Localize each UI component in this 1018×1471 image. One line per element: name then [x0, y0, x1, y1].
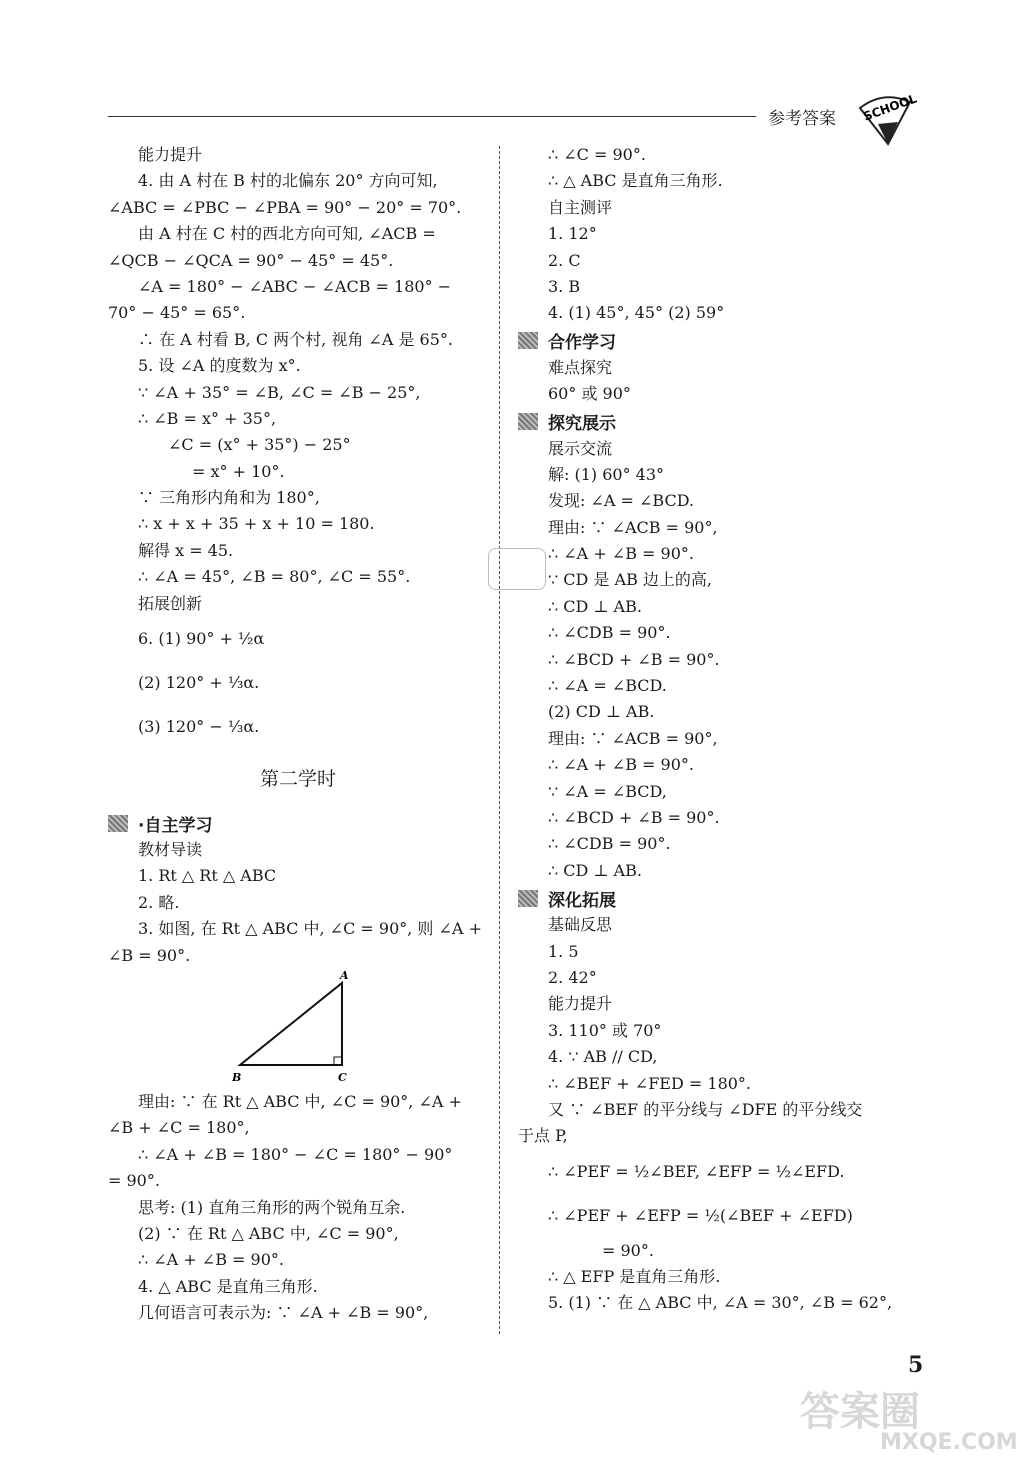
text-line: ∴ ∠PEF + ∠EFP = ½(∠BEF + ∠EFD): [548, 1205, 853, 1225]
text-line: = 90°.: [108, 1171, 160, 1191]
section-marker-icon: [518, 413, 538, 430]
text-line: ∴ ∠CDB = 90°.: [548, 623, 671, 643]
text-line: 2. 略.: [138, 892, 180, 912]
label-c: C: [338, 1070, 347, 1084]
text-line: 思考: (1) 直角三角形的两个锐角互余.: [138, 1197, 406, 1217]
text-line: 70° − 45° = 65°.: [108, 303, 246, 323]
text-line: 于点 P,: [518, 1126, 568, 1146]
header-rule: [108, 116, 756, 117]
text-line: ∠QCB − ∠QCA = 90° − 45° = 45°.: [108, 250, 394, 270]
text-line: 1. 12°: [548, 224, 597, 244]
text-line: = 90°.: [602, 1240, 654, 1260]
section-head-self-study: ·自主学习: [108, 809, 488, 837]
text-line: 2. C: [548, 250, 581, 270]
text-line: ∴ ∠CDB = 90°.: [548, 834, 671, 854]
text-line: 几何语言可表示为: ∵ ∠A + ∠B = 90°,: [138, 1303, 429, 1323]
right-triangle-figure: [108, 969, 488, 1089]
watermark-url: MXQE.COM: [880, 1430, 1018, 1455]
section-marker-icon: [108, 815, 128, 832]
text-line: 又 ∵ ∠BEF 的平分线与 ∠DFE 的平分线交: [548, 1099, 863, 1119]
text-line: 5. (1) ∵ 在 △ ABC 中, ∠A = 30°, ∠B = 62°,: [548, 1293, 893, 1313]
text-line: 2. 42°: [548, 967, 597, 987]
left-column: [108, 142, 488, 1327]
text-line: (2) ∵ 在 Rt △ ABC 中, ∠C = 90°,: [138, 1223, 399, 1243]
text-line: 基础反思: [548, 915, 613, 935]
text-line: 能力提升: [548, 994, 613, 1014]
text-line: 6. (1) 90° + ½α: [138, 629, 265, 649]
text-line: ∵ CD 是 AB 边上的高,: [548, 570, 712, 590]
text-line: (2) CD ⊥ AB.: [548, 702, 655, 722]
text-line: ∴ ∠A = ∠BCD.: [548, 676, 667, 696]
section-marker-icon: [518, 332, 538, 349]
text-line: ∴ ∠B = x° + 35°,: [138, 408, 277, 428]
text-line: 4. 由 A 村在 B 村的北偏东 20° 方向可知,: [138, 171, 438, 191]
text-line: ∠A = 180° − ∠ABC − ∠ACB = 180° −: [138, 276, 452, 296]
text-line: ∴ △ ABC 是直角三角形.: [548, 171, 723, 191]
text-line: 由 A 村在 C 村的西北方向可知, ∠ACB =: [138, 224, 436, 244]
text-line: ∠B = 90°.: [108, 945, 191, 965]
text-line: (2) 120° + ⅓α.: [138, 673, 260, 693]
text-line: 能力提升: [138, 145, 203, 164]
text-line: ∴ CD ⊥ AB.: [548, 596, 642, 616]
label-a: A: [340, 968, 349, 982]
watermark: 答案圈: [800, 1389, 920, 1435]
text-line: 1. 5: [548, 941, 579, 961]
text-line: (3) 120° − ⅓α.: [138, 717, 260, 737]
text-line: ∴ ∠BCD + ∠B = 90°.: [548, 649, 720, 669]
text-line: 自主测评: [548, 197, 613, 217]
text-line: 发现: ∠A = ∠BCD.: [548, 491, 695, 511]
school-logo-icon: [848, 88, 918, 148]
text-line: ∴ x + x + 35 + x + 10 = 180.: [138, 514, 375, 534]
text-line: 解得 x = 45.: [138, 540, 234, 560]
text-line: 4. △ ABC 是直角三角形.: [138, 1276, 318, 1296]
text-line: 展示交流: [548, 438, 613, 458]
text-line: 理由: ∵ ∠ACB = 90°,: [548, 728, 718, 748]
text-line: ∵ ∠A = ∠BCD,: [548, 781, 667, 801]
section-head-extension: 深化拓展: [518, 884, 908, 912]
text-line: = x° + 10°.: [192, 461, 285, 481]
section-head-cooperative: 合作学习: [518, 327, 908, 355]
text-line: 1. Rt △ Rt △ ABC: [138, 866, 277, 886]
column-divider: [499, 146, 500, 1334]
text-line: 教材导读: [138, 840, 203, 860]
text-line: 解: (1) 60° 43°: [548, 464, 665, 484]
page-number: 5: [908, 1352, 924, 1378]
text-line: 3. B: [548, 276, 581, 296]
header-title: 参考答案: [768, 109, 836, 129]
text-line: ∴ ∠A + ∠B = 90°.: [548, 544, 694, 564]
text-line: ∴ ∠A + ∠B = 90°.: [138, 1250, 284, 1270]
text-line: ∴ △ EFP 是直角三角形.: [548, 1267, 721, 1287]
text-line: 理由: ∵ 在 Rt △ ABC 中, ∠C = 90°, ∠A +: [138, 1091, 462, 1111]
text-line: 4. (1) 45°, 45° (2) 59°: [548, 303, 725, 323]
stamp-mark: [488, 548, 546, 590]
section-marker-icon: [518, 890, 538, 907]
text-line: ∴ ∠C = 90°.: [548, 145, 646, 164]
section-head-explore: 探究展示: [518, 408, 908, 436]
text-line: ∴ ∠BCD + ∠B = 90°.: [548, 807, 720, 827]
svg-text:SCHOOL: SCHOOL: [861, 91, 919, 124]
text-line: ∴ 在 A 村看 B, C 两个村, 视角 ∠A 是 65°.: [138, 329, 453, 349]
text-line: 5. 设 ∠A 的度数为 x°.: [138, 356, 301, 376]
text-line: 4. ∵ AB // CD,: [548, 1047, 658, 1067]
section-title: 第二学时: [259, 768, 336, 791]
right-column: [518, 142, 908, 1317]
text-line: ∠B + ∠C = 180°,: [108, 1118, 250, 1138]
text-line: 3. 如图, 在 Rt △ ABC 中, ∠C = 90°, 则 ∠A +: [138, 919, 482, 939]
text-line: 理由: ∵ ∠ACB = 90°,: [548, 517, 718, 537]
text-line: ∴ ∠BEF + ∠FED = 180°.: [548, 1073, 752, 1093]
text-line: ∴ CD ⊥ AB.: [548, 860, 642, 880]
text-line: 3. 110° 或 70°: [548, 1020, 662, 1040]
text-line: ∴ ∠A = 45°, ∠B = 80°, ∠C = 55°.: [138, 567, 411, 587]
text-line: ∠ABC = ∠PBC − ∠PBA = 90° − 20° = 70°.: [108, 197, 462, 217]
text-line: ∴ ∠A + ∠B = 90°.: [548, 755, 694, 775]
label-b: B: [232, 1070, 242, 1084]
text-line: ∵ ∠A + 35° = ∠B, ∠C = ∠B − 25°,: [138, 382, 421, 402]
text-line: 60° 或 90°: [548, 384, 631, 404]
text-line: 拓展创新: [138, 593, 203, 613]
text-line: ∴ ∠PEF = ½∠BEF, ∠EFP = ½∠EFD.: [548, 1161, 845, 1181]
text-line: ∴ ∠A + ∠B = 180° − ∠C = 180° − 90°: [138, 1144, 453, 1164]
text-line: ∵ 三角形内角和为 180°,: [138, 488, 320, 508]
text-line: ∠C = (x° + 35°) − 25°: [168, 435, 351, 455]
text-line: 难点探究: [548, 357, 613, 377]
